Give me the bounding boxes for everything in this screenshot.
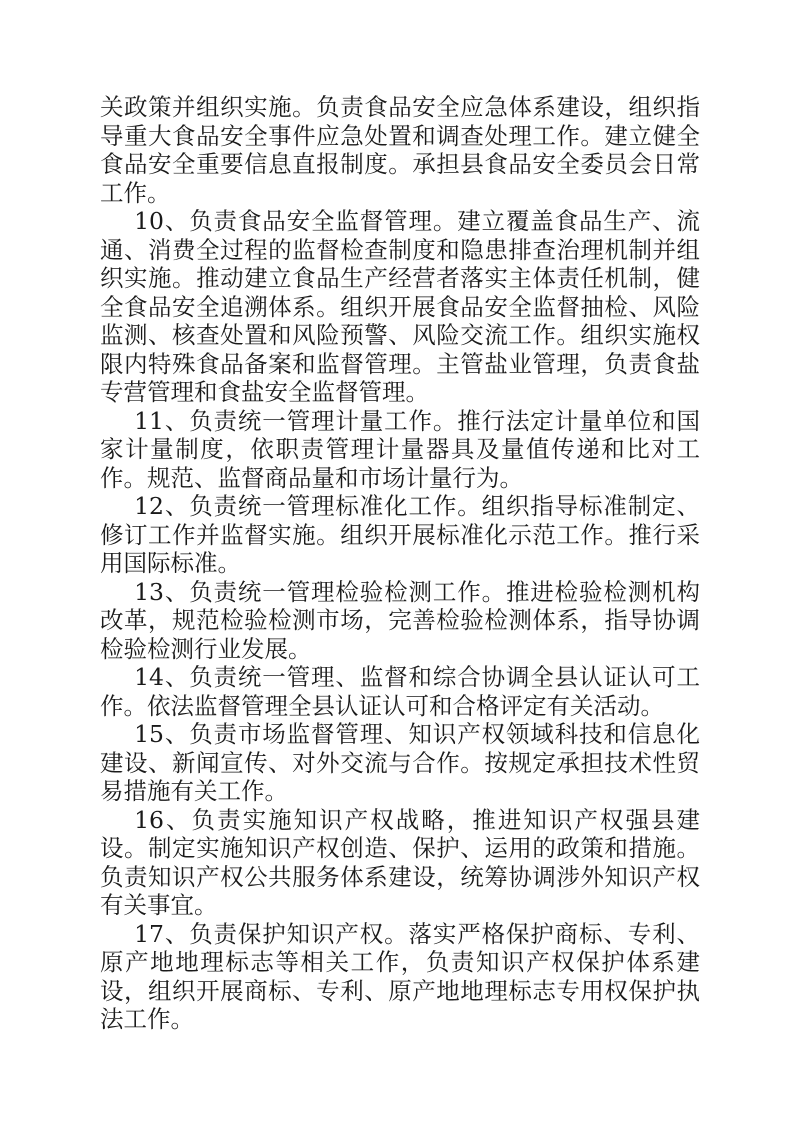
paragraph-continuation: 关政策并组织实施。负责食品安全应急体系建设，组织指导重大食品安全事件应急处置和调查处理工作。建立健全食品安全重要信息直报制度。承担县食品安全委员会日常工作。 — [100, 93, 700, 207]
paragraph-item-15: 15、负责市场监督管理、知识产权领域科技和信息化建设、新闻宣传、对外交流与合作。按规定承担技术性贸易措施有关工作。 — [100, 720, 700, 805]
paragraph-item-17: 17、负责保护知识产权。落实严格保护商标、专利、原产地地理标志等相关工作，负责知识产权保护体系建设，组织开展商标、专利、原产地地理标志专用权保护执法工作。 — [100, 919, 700, 1033]
paragraph-item-16: 16、负责实施知识产权战略，推进知识产权强县建设。制定实施知识产权创造、保护、运用的政策和措施。负责知识产权公共服务体系建设，统筹协调涉外知识产权有关事宜。 — [100, 805, 700, 919]
paragraph-item-14: 14、负责统一管理、监督和综合协调全县认证认可工作。依法监督管理全县认证认可和合格评定有关活动。 — [100, 663, 700, 720]
paragraph-item-12: 12、负责统一管理标准化工作。组织指导标准制定、修订工作并监督实施。组织开展标准化示范工作。推行采用国际标准。 — [100, 492, 700, 577]
paragraph-item-10: 10、负责食品安全监督管理。建立覆盖食品生产、流通、消费全过程的监督检查制度和隐患排查治理机制并组织实施。推动建立食品生产经营者落实主体责任机制，健全食品安全追溯体系。组织开展食品安全监督抽检、风险监测、核查处置和风险预警、风险交流工作。组织实施权限内特殊食品备案和监督管理。主管盐业管理，负责食盐专营管理和食盐安全监督管理。 — [100, 207, 700, 406]
paragraph-item-11: 11、负责统一管理计量工作。推行法定计量单位和国家计量制度，依职责管理计量器具及量值传递和比对工作。规范、监督商品量和市场计量行为。 — [100, 406, 700, 492]
paragraph-item-13: 13、负责统一管理检验检测工作。推进检验检测机构改革，规范检验检测市场，完善检验检测体系，指导协调检验检测行业发展。 — [100, 577, 700, 663]
text-column — [100, 93, 700, 1034]
